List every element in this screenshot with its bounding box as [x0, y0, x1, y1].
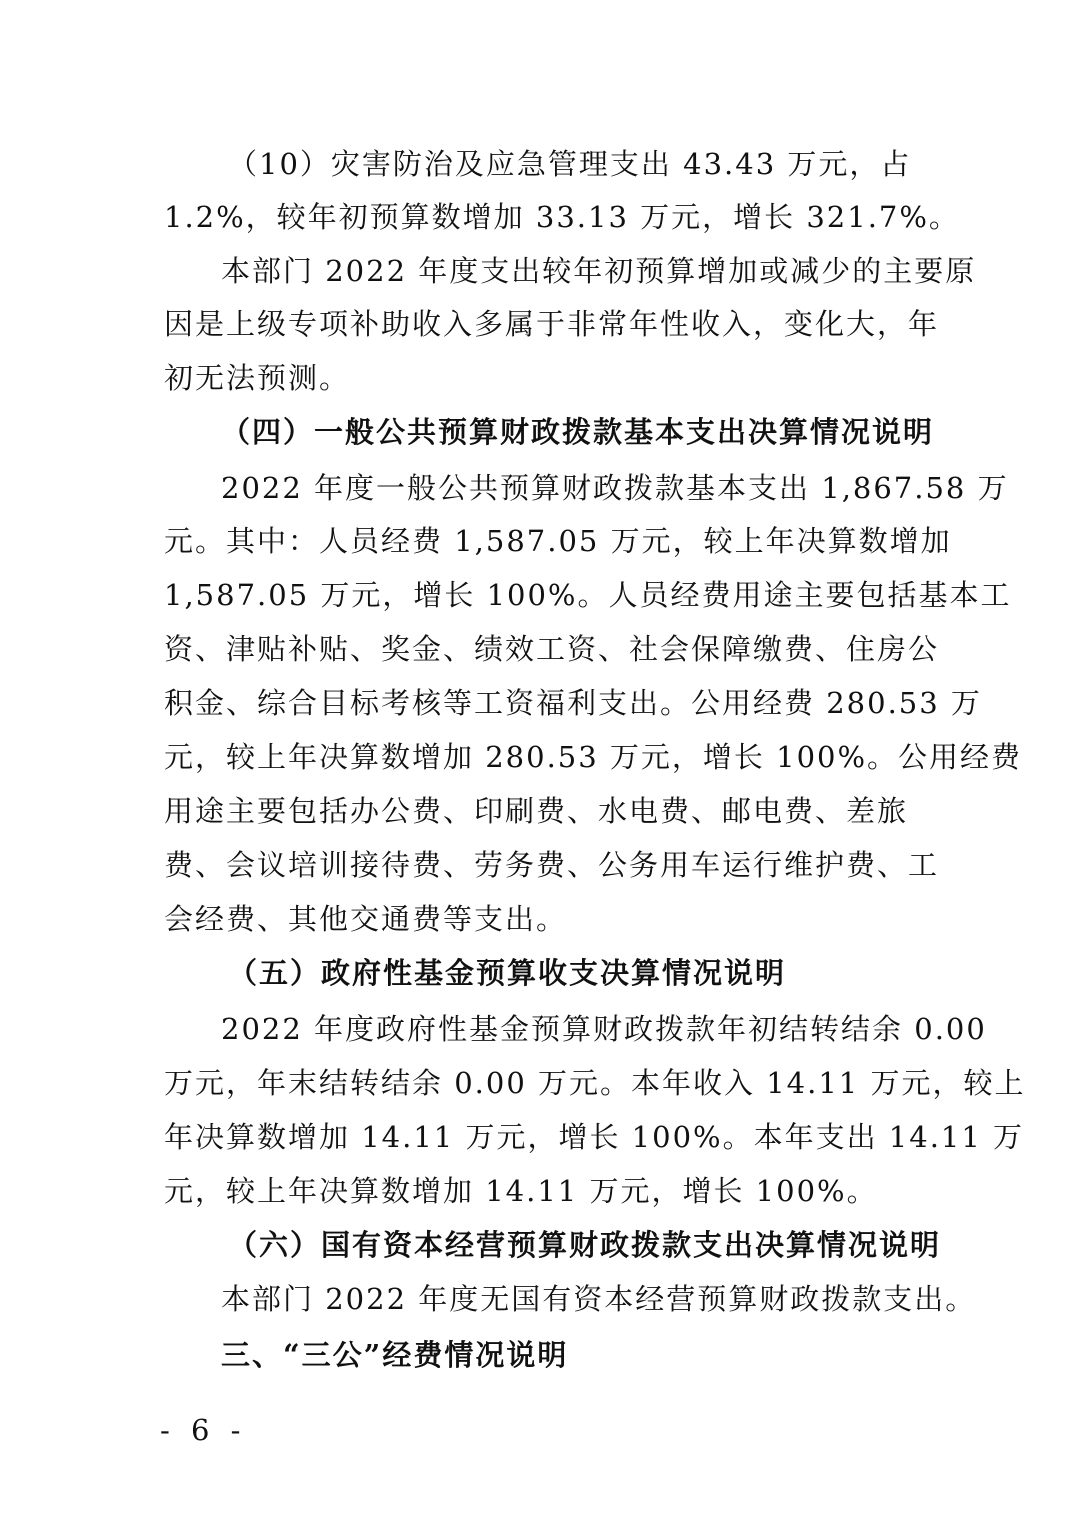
- paragraph-line: 元。其中：人员经费 1,587.05 万元，较上年决算数增加: [164, 524, 952, 558]
- page-number: - 6 -: [160, 1413, 247, 1447]
- section-heading: （四）一般公共预算财政拨款基本支出决算情况说明: [221, 415, 935, 449]
- paragraph-line: 资、津贴补贴、奖金、绩效工资、社会保障缴费、住房公: [164, 632, 940, 666]
- paragraph-line: 万元，年末结转结余 0.00 万元。本年收入 14.11 万元，较上: [164, 1066, 1026, 1100]
- paragraph-line: 元，较上年决算数增加 14.11 万元，增长 100%。: [164, 1174, 878, 1208]
- paragraph-line: （10）灾害防治及应急管理支出 43.43 万元，占: [228, 147, 912, 181]
- paragraph-line: 初无法预测。: [164, 361, 351, 395]
- paragraph-line: 年决算数增加 14.11 万元，增长 100%。本年支出 14.11 万: [164, 1120, 1025, 1154]
- paragraph-line: 因是上级专项补助收入多属于非常年性收入，变化大，年: [164, 307, 940, 341]
- paragraph-line: 1.2%，较年初预算数增加 33.13 万元，增长 321.7%。: [164, 200, 960, 234]
- section-heading: （六）国有资本经营预算财政拨款支出决算情况说明: [228, 1228, 942, 1262]
- paragraph-line: 本部门 2022 年度支出较年初预算增加或减少的主要原: [221, 254, 977, 288]
- paragraph-line: 用途主要包括办公费、印刷费、水电费、邮电费、差旅: [164, 794, 909, 828]
- paragraph-line: 2022 年度政府性基金预算财政拨款年初结转结余 0.00: [221, 1012, 987, 1046]
- paragraph-line: 本部门 2022 年度无国有资本经营预算财政拨款支出。: [221, 1282, 977, 1316]
- section-heading: （五）政府性基金预算收支决算情况说明: [228, 956, 787, 990]
- paragraph-line: 费、会议培训接待费、劳务费、公务用车运行维护费、工: [164, 848, 940, 882]
- paragraph-line: 1,587.05 万元，增长 100%。人员经费用途主要包括基本工: [164, 578, 1012, 612]
- paragraph-line: 元，较上年决算数增加 280.53 万元，增长 100%。公用经费: [164, 740, 1023, 774]
- paragraph-line: 积金、综合目标考核等工资福利支出。公用经费 280.53 万: [164, 686, 982, 720]
- paragraph-line: 2022 年度一般公共预算财政拨款基本支出 1,867.58 万: [221, 471, 1009, 505]
- paragraph-line: 会经费、其他交通费等支出。: [164, 902, 568, 936]
- section-heading: 三、“三公”经费情况说明: [221, 1338, 569, 1372]
